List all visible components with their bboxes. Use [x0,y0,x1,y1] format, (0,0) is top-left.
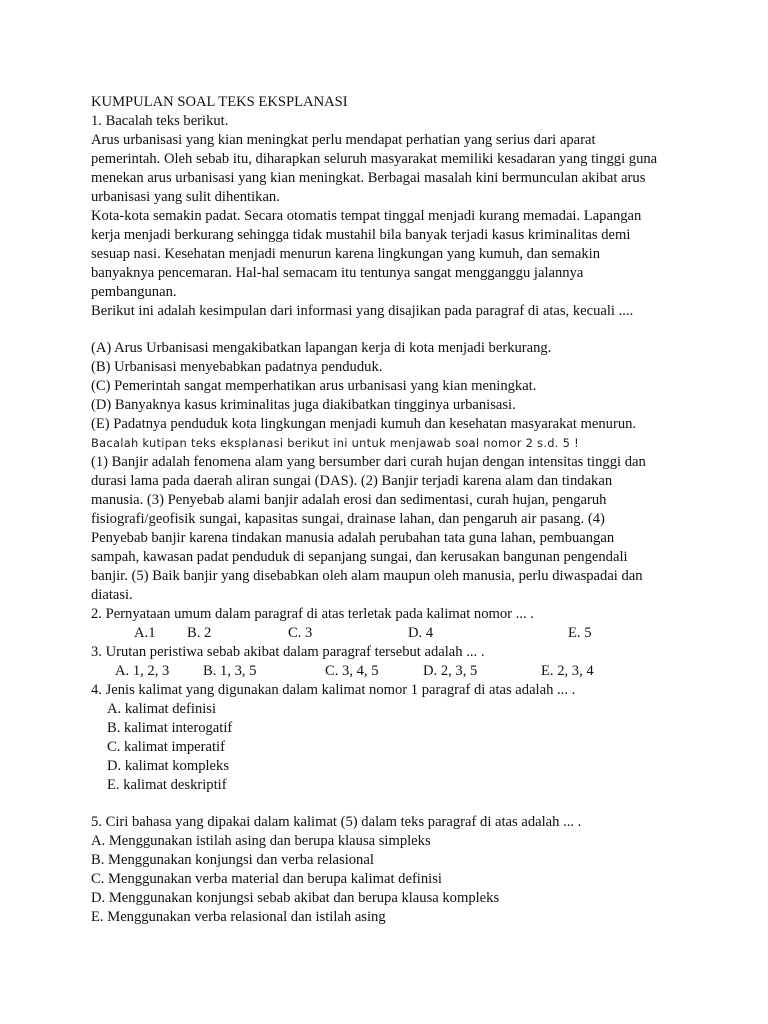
q4-option: E. kalimat deskriptif [107,777,227,793]
q3-option-d: D. 2, 3, 5 [423,663,478,679]
passage-line: fisiografi/geofisik sungai, kapasitas sungai, drainase lahan, dan pengaruh air pasang. (4) [91,511,605,527]
q1-option: (C) Pemerintah sangat memperhatikan arus urbanisasi yang kian meningkat. [91,378,537,394]
q1-para1-line: pemerintah. Oleh sebab itu, diharapkan seluruh masyarakat memiliki kesadaran yang tinggi guna [91,151,658,167]
q1-heading: 1. Bacalah teks berikut. [91,113,229,129]
passage-line: sampah, kawasan padat penduduk di sepanjang sungai, dan kerusakan bangunan pengendali [91,549,628,565]
q3-question: 3. Urutan peristiwa sebab akibat dalam paragraf tersebut adalah ... . [91,644,485,660]
q5-option: A. Menggunakan istilah asing dan berupa klausa simpleks [91,833,431,849]
q4-option: C. kalimat imperatif [107,739,225,755]
q3-option-e: E. 2, 3, 4 [541,663,594,679]
q2-option-b: B. 2 [187,625,212,641]
q1-option: (D) Banyaknya kasus kriminalitas juga diakibatkan tingginya urbanisasi. [91,397,516,413]
q1-para1-line: menekan arus urbanisasi yang kian meningkat. Berbagai masalah kini bermunculan akibat arus [91,170,646,186]
q4-question: 4. Jenis kalimat yang digunakan dalam kalimat nomor 1 paragraf di atas adalah ... . [91,682,576,698]
q5-option: C. Menggunakan verba material dan berupa kalimat definisi [91,871,442,887]
passage-line: banjir. (5) Baik banjir yang disebabkan oleh alam maupun oleh manusia, perlu diwaspadai dan [91,568,643,584]
q4-option: A. kalimat definisi [107,701,217,717]
q3-option-b: B. 1, 3, 5 [203,663,257,679]
q1-para2-line: sesuap nasi. Kesehatan menjadi menurun karena lingkungan yang kumuh, dan semakin [91,246,601,262]
q2-option-a: A.1 [134,625,156,641]
passage-line: manusia. (3) Penyebab alami banjir adalah erosi dan sedimentasi, curah hujan, pengaruh [91,492,607,508]
q1-para2-line: Kota-kota semakin padat. Secara otomatis tempat tinggal menjadi kurang memadai. Lapangan [91,208,642,224]
q1-para1-line: urbanisasi yang sulit dihentikan. [91,189,280,205]
document-title: KUMPULAN SOAL TEKS EKSPLANASI [91,94,348,110]
q5-option: E. Menggunakan verba relasional dan istilah asing [91,909,386,925]
passage-line: diatasi. [91,587,133,603]
passage-line: durasi lama pada daerah aliran sungai (DAS). (2) Banjir terjadi karena alam dan tindakan [91,473,613,489]
q1-question: Berikut ini adalah kesimpulan dari informasi yang disajikan pada paragraf di atas, kecuali .... [91,303,634,319]
q4-option: D. kalimat kompleks [107,758,230,774]
q5-option: D. Menggunakan konjungsi sebab akibat dan berupa klausa kompleks [91,890,500,906]
q5-option: B. Menggunakan konjungsi dan verba relasional [91,852,374,868]
q3-option-c: C. 3, 4, 5 [325,663,379,679]
q1-para2-line: kerja menjadi berkurang sehingga tidak mustahil bila banyak terjadi kasus kriminalitas demi [91,227,631,243]
q1-para2-line: banyaknya pencemaran. Hal-hal semacam itu tentunya sangat mengganggu jalannya [91,265,584,281]
q3-option-a: A. 1, 2, 3 [115,663,170,679]
q4-option: B. kalimat interogatif [107,720,233,736]
q1-option: (B) Urbanisasi menyebabkan padatnya penduduk. [91,359,383,375]
q2-option-c: C. 3 [288,625,313,641]
q1-para1-line: Arus urbanisasi yang kian meningkat perlu mendapat perhatian yang serius dari aparat [91,132,596,148]
q1-option: (A) Arus Urbanisasi mengakibatkan lapangan kerja di kota menjadi berkurang. [91,340,552,356]
q2-option-d: D. 4 [408,625,434,641]
q2-question: 2. Pernyataan umum dalam paragraf di atas terletak pada kalimat nomor ... . [91,606,534,622]
passage-line: (1) Banjir adalah fenomena alam yang bersumber dari curah hujan dengan intensitas tinggi dan [91,454,646,470]
q1-para2-line: pembangunan. [91,284,177,300]
passage-instruction: Bacalah kutipan teks eksplanasi berikut ini untuk menjawab soal nomor 2 s.d. 5 ! [91,436,579,450]
q1-option: (E) Padatnya penduduk kota lingkungan menjadi kumuh dan kesehatan masyarakat menurun. [91,416,637,432]
q2-option-e: E. 5 [568,625,592,641]
q5-question: 5. Ciri bahasa yang dipakai dalam kalimat (5) dalam teks paragraf di atas adalah ... . [91,814,582,830]
passage-line: Penyebab banjir karena tindakan manusia adalah perubahan tata guna lahan, pembuangan [91,530,615,546]
